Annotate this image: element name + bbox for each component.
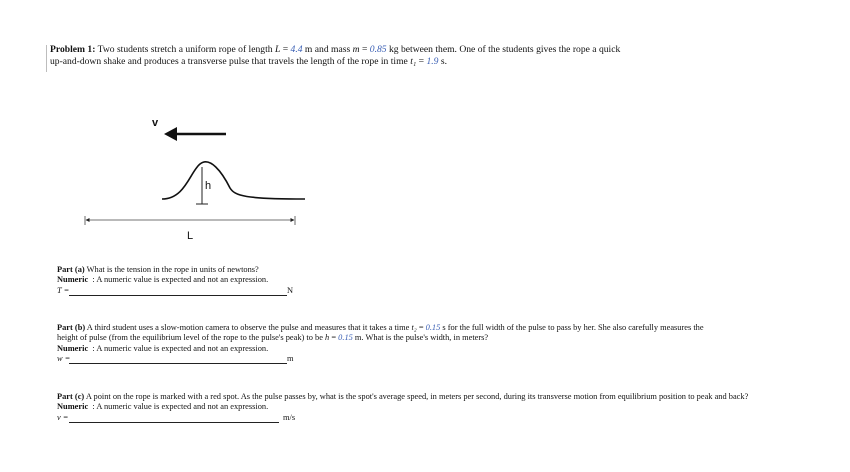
height-symbol: h <box>325 333 330 343</box>
length-label: L <box>187 230 194 242</box>
problem-margin-bar <box>46 45 47 72</box>
width-unit: m <box>287 353 294 363</box>
answer-type-label: Numeric <box>57 275 89 285</box>
problem-text: Two students stretch a uniform rope of length <box>97 44 273 55</box>
answer-row-a <box>57 286 827 297</box>
part-b-question: s for the full width of the pulse to pass by her. She also carefully measures the <box>442 323 704 332</box>
tension-var-label: T = <box>57 285 70 295</box>
mass-symbol: m <box>352 44 360 55</box>
problem-text: m and mass <box>304 44 351 55</box>
answer-row-b <box>57 354 827 365</box>
width-var-label: w = <box>57 353 71 363</box>
part-b-label: Part (b) <box>57 323 86 332</box>
height-value: 0.15 <box>338 333 353 343</box>
part-c-label: Part (c) <box>57 392 85 401</box>
velocity-arrow <box>164 127 226 141</box>
length-dimension <box>85 216 295 225</box>
tension-answer-input[interactable] <box>69 295 287 296</box>
part-a-label: Part (a) <box>57 265 85 274</box>
problem-text: kg between them. One of the students gives the rope a quick <box>389 44 621 55</box>
part-b: Part (b) A third student uses a slow-motion camera to observe the pulse and measures that it takes a time t₂ = 0.15 s for the full width of the pulse to pass by her. She also carefully measures the height of pulse (from the equilibrium level of the rope to the pulse's peak) to be h = 0.15 m. What is the pulse's width, in meters? Numeric : A numeric value is expected and not an expression. w = m <box>57 323 827 365</box>
rope-pulse <box>162 162 305 199</box>
speed-unit: m/s <box>283 412 296 422</box>
part-a-question: What is the tension in the rope in units of newtons? <box>86 265 259 274</box>
part-b-question: height of pulse (from the equilibrium level of the rope to the pulse's peak) to be <box>57 333 323 343</box>
time1-value: 1.9 <box>426 56 439 67</box>
part-c-question-text: A point on the rope is marked with a red spot. As the pulse passes by, what is the spot's average speed, in meters per second, during its transverse motion from equilibrium position to peak and back? <box>85 392 749 401</box>
problem-text: up-and-down shake and produces a transverse pulse that travels the length of the rope in time <box>50 56 408 67</box>
problem-label: Problem 1: <box>50 44 96 55</box>
tension-unit: N <box>287 285 294 295</box>
time2-symbol: t₂ <box>411 323 417 332</box>
speed-answer-input[interactable] <box>69 422 279 423</box>
length-value: 4.4 <box>290 44 303 55</box>
height-label: h <box>205 180 212 192</box>
answer-row-c <box>57 413 827 424</box>
answer-type-label: Numeric <box>57 402 89 412</box>
answer-type-desc: : A numeric value is expected and not an expression. <box>92 275 269 285</box>
part-b-question: A third student uses a slow-motion camera to observe the pulse and measures that it takes a time <box>86 323 410 332</box>
answer-type-desc: : A numeric value is expected and not an expression. <box>92 343 269 353</box>
part-c <box>57 392 827 424</box>
width-answer-input[interactable] <box>69 363 287 364</box>
time2-value: 0.15 <box>425 323 441 332</box>
problem-text: s. <box>440 56 447 67</box>
pulse-diagram <box>80 112 310 247</box>
problem-statement: Problem 1: Two students stretch a uniform rope of length L = 4.4 m and mass m = 0.85 kg between them. One of the students gives the rope a quick up-and-down shake and produces a transverse pulse that travels the length of the rope in time t₁ = 1.9 s. <box>50 44 621 67</box>
speed-var-label: v = <box>57 412 69 422</box>
answer-type-desc: : A numeric value is expected and not an expression. <box>92 402 269 412</box>
answer-type-label: Numeric <box>57 343 89 353</box>
time1-symbol: t₁ <box>410 56 417 67</box>
velocity-label: v <box>152 117 159 129</box>
length-symbol: L <box>274 44 281 55</box>
part-a <box>57 265 827 297</box>
mass-value: 0.85 <box>369 44 387 55</box>
part-b-question: m. What is the pulse's width, in meters? <box>354 333 489 343</box>
